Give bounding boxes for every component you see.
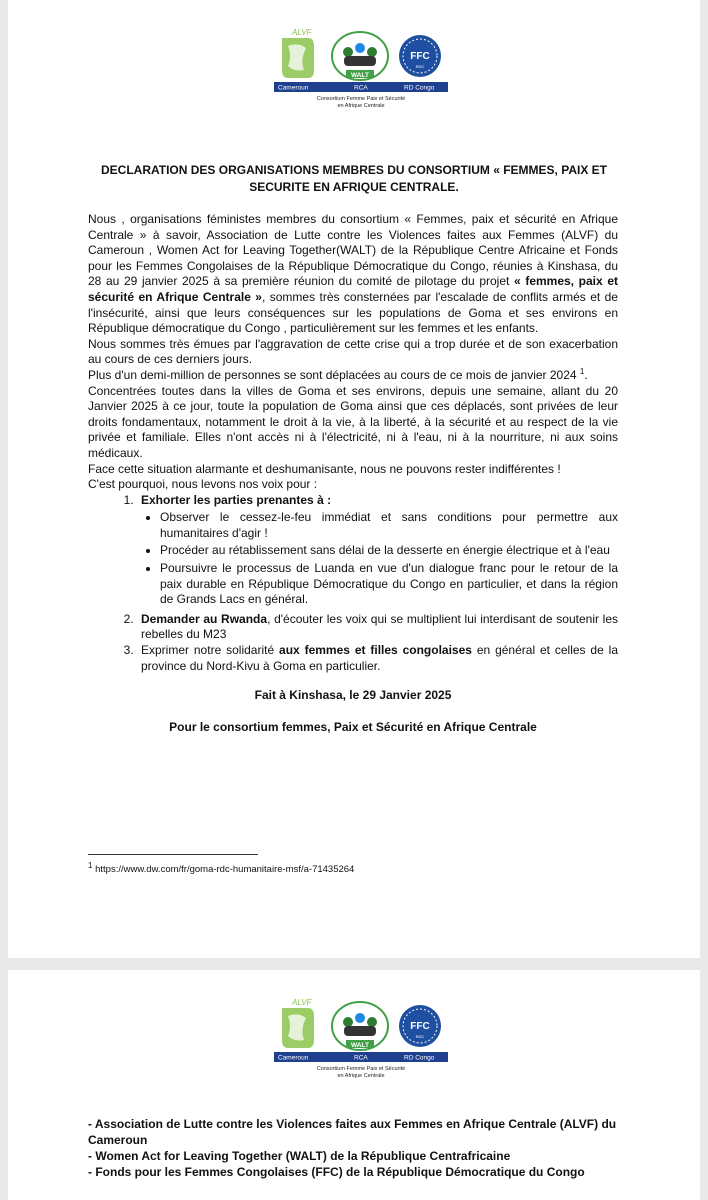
demand-2-bold: Demander au Rwanda [141,611,268,626]
paragraph-3-end: . [584,367,588,382]
walt-text: WALT [351,1042,369,1049]
members-list [88,1116,648,1180]
paragraph-4: Concentrées toutes dans la villes de Goma et ses environs, depuis une semaine, allant du 20 Janvier 2025 à ce jour, toute la population de Goma ainsi que ces déplacés, sont privées de leur droits fondamentaux, notamment le droit à la vie, à la liberté, à la sécurité et au respect de la vie privée et familiale. Elles n'ont accès ni à l'électricité, ni à l'eau, ni à la nourriture, ni aux soins médicaux. [88,383,618,460]
country-rdcongo: RD Congo [404,84,435,92]
title-line2-end: . [455,180,459,194]
ffc-text: FFC [410,1021,430,1032]
paragraph-5: Face cette situation alarmante et deshumanisante, nous ne pouvons rester indifférentes ! [88,461,561,476]
demand-2 [137,612,618,643]
declaration-body [88,212,618,735]
footnote-ref: 1 [579,366,585,376]
country-rdcongo: RD Congo [404,1054,435,1062]
demand-1-bullets [141,510,618,608]
paragraph-3-text: Plus d'un demi-million de personnes se sont déplacées au cours de ce mois de janvier 2024 [88,367,577,382]
consortium-logo [274,26,448,132]
member-item: - Association de Lutte contre les Violences faites aux Femmes en Afrique Centrale (ALVF) du Cameroun [88,1117,617,1147]
consortium-logo-graphic [274,26,448,132]
demands-list [88,493,618,675]
walt-text: WALT [351,72,369,79]
demand-3 [137,643,618,674]
intro-text-bold: « femmes, paix et sécurité en Afrique Centrale » [88,274,618,304]
country-cameroun: Cameroun [278,1054,309,1062]
ffc-sub-text: RDC [415,64,425,69]
country-rca: RCA [354,84,368,92]
intro-text-c: , sommes très consternées par l'escalade de conflits armés et de l'insécurité, ainsi que leurs conséquences sur les populations de Goma et ses environs en République démocratique du Congo , particulièrement sur les femmes et les enfants. [88,289,618,336]
paragraph-2: Nous sommes très émues par l'aggravation de cette crise qui a trop durée et de son exacerbation au cours de ces derniers jours. [88,336,618,367]
bullet-item: • Poursuivre le processus de Luanda en vue d'un dialogue franc pour le retour de la paix durable en République Démocratique du Congo en particulier, et dans la région de Grands Lacs en général. [160,561,618,608]
demand-2-text: , d'écouter les voix qui se multiplient lui interdisant de soutenir les rebelles du M23 [141,611,618,642]
demand-3-bold: aux femmes et filles congolaises [279,643,472,658]
place-date: Fait à Kinshasa, le 29 Janvier 2025 [254,688,452,703]
consortium-logo-graphic-page2 [274,994,448,1104]
consortium-line1: Consortium Femme Paix et Sécurité [316,1066,406,1072]
consortium-logo-page2 [274,994,448,1104]
alvf-text: ALVF [292,28,312,37]
declaration-title [88,162,620,196]
consortium-line2: en Afrique Centrale [337,1073,385,1079]
member-item: - Fonds pour les Femmes Congolaises (FFC) de la République Démocratique du Congo [88,1165,585,1179]
bullet-item: • Observer le cessez-le-feu immédiat et sans conditions pour permettre aux humanitaires d'agir ! [160,510,618,541]
paragraph-3 [88,368,618,384]
member-item: - Women Act for Leaving Together (WALT) de la République Centrafricaine [88,1149,511,1163]
alvf-text: ALVF [292,998,312,1007]
title-line1: DECLARATION DES ORGANISATIONS MEMBRES DU CONSORTIUM « FEMMES, PAIX ET [100,163,608,177]
page-2 [8,970,700,1200]
on-behalf: Pour le consortium femmes, Paix et Sécurité en Afrique Centrale [169,719,537,734]
demand-3-text-a: Exprimer notre solidarité [141,643,280,658]
footnote-rule [88,854,258,855]
footnote-number: 1 [88,860,93,870]
ffc-text: FFC [410,51,430,62]
footnote-url[interactable]: https://www.dw.com/fr/goma-rdc-humanitaire-msf/a-71435264 [95,864,355,875]
intro-text-a: Nous , organisations féministes membres du consortium « Femmes, paix et sécurité en Afrique Centrale » à savoir, Association de Lutte contre les Violences faites aux Femmes (ALVF) du Cameroun , Women Act for Leaving Together(WALT) de la République Centre Africaine et Fonds pour les Femmes Congolaises de la République Démocratique du Congo, réunies à Kinshasa, du 28 au 29 janvier 2025 à sa première réunion du comité de pilotage du projet [88,212,618,289]
footnote [88,860,355,875]
demand-3-text-c: en général et celles de la province du Nord-Kivu à Goma en particulier. [141,643,619,673]
title-line2: SECURITE EN AFRIQUE CENTRALE [249,180,456,194]
page-1 [8,0,700,958]
intro-paragraph [88,212,618,337]
bullet-item: • Procéder au rétablissement sans délai de la desserte en énergie électrique et à l'eau [160,543,618,559]
consortium-line2: en Afrique Centrale [337,103,385,109]
country-cameroun: Cameroun [278,84,309,92]
paragraph-6: C'est pourquoi, nous levons nos voix pour : [88,477,318,492]
ffc-sub-text: RDC [415,1034,425,1039]
demand-1 [137,493,618,608]
consortium-line1: Consortium Femme Paix et Sécurité [316,96,406,102]
demand-1-title: Exhorter les parties prenantes à : [141,492,332,507]
country-rca: RCA [354,1054,368,1062]
